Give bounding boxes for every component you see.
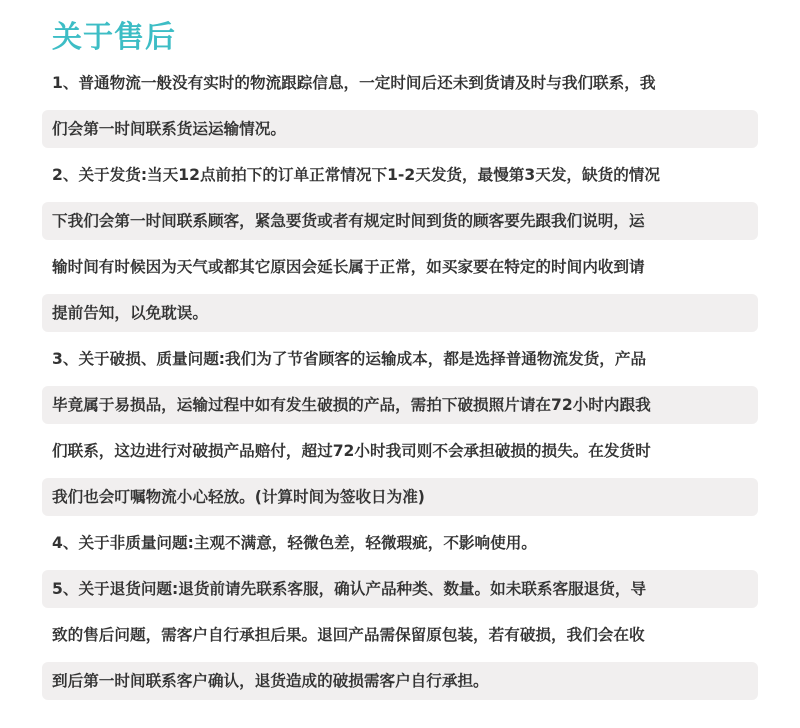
text-line: 们会第一时间联系货运运输情况。 — [42, 110, 758, 148]
text-line: 提前告知，以免耽误。 — [42, 294, 758, 332]
text-line: 毕竟属于易损品，运输过程中如有发生破损的产品，需拍下破损照片请在72小时内跟我 — [42, 386, 758, 424]
text-line: 致的售后问题，需客户自行承担后果。退回产品需保留原包装，若有破损，我们会在收 — [52, 626, 645, 644]
text-line: 2、关于发货:当天12点前拍下的订单正常情况下1-2天发货，最慢第3天发，缺货的情况 — [52, 166, 660, 184]
page-title: 关于售后 — [52, 20, 176, 55]
text-line: 4、关于非质量问题:主观不满意，轻微色差，轻微瑕疵，不影响使用。 — [52, 534, 537, 552]
text-line: 到后第一时间联系客户确认，退货造成的破损需客户自行承担。 — [42, 662, 758, 700]
text-line: 我们也会叮嘱物流小心轻放。(计算时间为签收日为准) — [42, 478, 758, 516]
text-line: 们联系，这边进行对破损产品赔付，超过72小时我司则不会承担破损的损失。在发货时 — [52, 442, 651, 460]
text-line: 输时间有时候因为天气或都其它原因会延长属于正常，如买家要在特定的时间内收到请 — [52, 258, 645, 276]
text-line: 1、普通物流一般没有实时的物流跟踪信息，一定时间后还未到货请及时与我们联系，我 — [52, 74, 656, 92]
text-line: 3、关于破损、质量问题:我们为了节省顾客的运输成本，都是选择普通物流发货，产品 — [52, 350, 647, 368]
text-line: 5、关于退货问题:退货前请先联系客服，确认产品种类、数量。如未联系客服退货，导 — [42, 570, 758, 608]
text-line: 下我们会第一时间联系顾客，紧急要货或者有规定时间到货的顾客要先跟我们说明，运 — [42, 202, 758, 240]
